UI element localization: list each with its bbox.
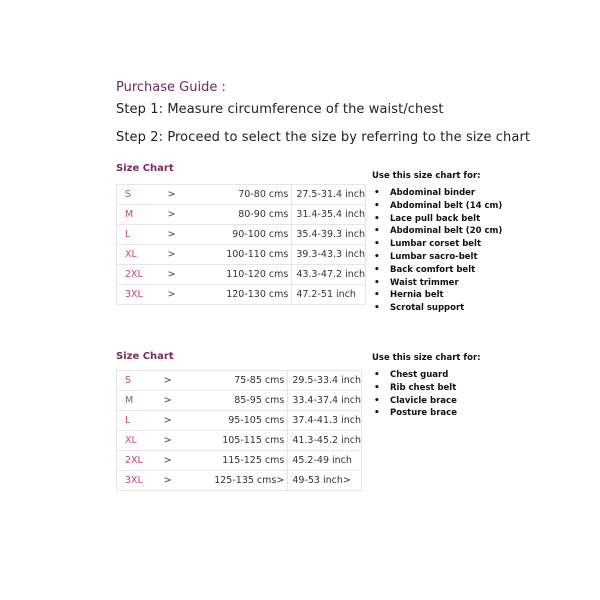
size-label: XL	[117, 245, 168, 265]
uses-list	[372, 187, 502, 315]
table-row	[117, 391, 362, 411]
inch-range: 31.4-35.4 inch	[292, 205, 366, 225]
list-item: • Scrotal support	[372, 302, 502, 315]
cm-range: 85-95 cms	[214, 391, 288, 411]
arrow-icon: >	[164, 371, 215, 391]
list-item: • Lace pull back belt	[372, 213, 502, 226]
table-row	[117, 411, 362, 431]
list-item: • Rib chest belt	[372, 382, 481, 395]
uses-list	[372, 369, 481, 420]
cm-range: 100-110 cms	[226, 245, 292, 265]
cm-range: 120-130 cms	[226, 285, 292, 305]
size-label: 3XL	[117, 285, 168, 305]
arrow-icon: >	[164, 411, 215, 431]
table-row	[117, 451, 362, 471]
table-row	[117, 371, 362, 391]
inch-range: 49-53 inch>	[288, 471, 362, 491]
arrow-icon: >	[164, 471, 215, 491]
arrow-icon: >	[168, 245, 227, 265]
size-label: M	[117, 391, 164, 411]
size-label: L	[117, 225, 168, 245]
inch-range: 41.3-45.2 inch	[288, 431, 362, 451]
table-row	[117, 285, 366, 305]
inch-range: 33.4-37.4 inch	[288, 391, 362, 411]
table-row	[117, 265, 366, 285]
list-item: • Abdominal belt (14 cm)	[372, 200, 502, 213]
list-item: • Waist trimmer	[372, 277, 502, 290]
size-label: 2XL	[117, 451, 164, 471]
size-chart-2-table	[116, 370, 362, 491]
cm-range: 110-120 cms	[226, 265, 292, 285]
list-item: • Abdominal binder	[372, 187, 502, 200]
cm-range: 95-105 cms	[214, 411, 288, 431]
size-label: L	[117, 411, 164, 431]
list-item: • Clavicle brace	[372, 395, 481, 408]
step-1-text: Step 1: Measure circumference of the waist/chest	[116, 102, 444, 117]
size-label: M	[117, 205, 168, 225]
list-item: • Abdominal belt (20 cm)	[372, 225, 502, 238]
table-row	[117, 245, 366, 265]
inch-range: 45.2-49 inch	[288, 451, 362, 471]
size-label: XL	[117, 431, 164, 451]
arrow-icon: >	[164, 431, 215, 451]
uses-heading: Use this size chart for:	[372, 171, 481, 181]
size-chart-1-table	[116, 184, 366, 305]
inch-range: 27.5-31.4 inch	[292, 185, 366, 205]
inch-range: 39.3-43.3 inch	[292, 245, 366, 265]
cm-range: 90-100 cms	[226, 225, 292, 245]
cm-range: 115-125 cms	[214, 451, 288, 471]
step-2-text: Step 2: Proceed to select the size by referring to the size chart	[116, 130, 531, 145]
size-chart-1-uses	[372, 171, 502, 315]
size-label: S	[117, 371, 164, 391]
size-label: S	[117, 185, 168, 205]
arrow-icon: >	[164, 391, 215, 411]
arrow-icon: >	[168, 205, 227, 225]
inch-range: 35.4-39.3 inch	[292, 225, 366, 245]
list-item: • Lumbar sacro-belt	[372, 251, 502, 264]
size-label: 3XL	[117, 471, 164, 491]
list-item: • Lumbar corset belt	[372, 238, 502, 251]
size-chart-1-title: Size Chart	[116, 163, 174, 174]
list-item: • Posture brace	[372, 407, 481, 420]
size-chart-2-title: Size Chart	[116, 351, 174, 362]
inch-range: 37.4-41.3 inch	[288, 411, 362, 431]
arrow-icon: >	[168, 285, 227, 305]
uses-heading: Use this size chart for:	[372, 353, 481, 363]
arrow-icon: >	[168, 185, 227, 205]
table-row	[117, 471, 362, 491]
table-row	[117, 185, 366, 205]
cm-range: 80-90 cms	[226, 205, 292, 225]
table-row	[117, 225, 366, 245]
size-label: 2XL	[117, 265, 168, 285]
arrow-icon: >	[164, 451, 215, 471]
cm-range: 70-80 cms	[226, 185, 292, 205]
cm-range: 75-85 cms	[214, 371, 288, 391]
list-item: • Back comfort belt	[372, 264, 502, 277]
size-chart-2-uses	[372, 353, 481, 420]
inch-range: 47.2-51 inch	[292, 285, 366, 305]
list-item: • Hernia belt	[372, 289, 502, 302]
arrow-icon: >	[168, 265, 227, 285]
inch-range: 29.5-33.4 inch	[288, 371, 362, 391]
purchase-guide-title: Purchase Guide :	[116, 80, 226, 95]
table-row	[117, 205, 366, 225]
cm-range: 105-115 cms	[214, 431, 288, 451]
arrow-icon: >	[168, 225, 227, 245]
inch-range: 43.3-47.2 inch	[292, 265, 366, 285]
list-item: • Chest guard	[372, 369, 481, 382]
cm-range: 125-135 cms>	[214, 471, 288, 491]
table-row	[117, 431, 362, 451]
